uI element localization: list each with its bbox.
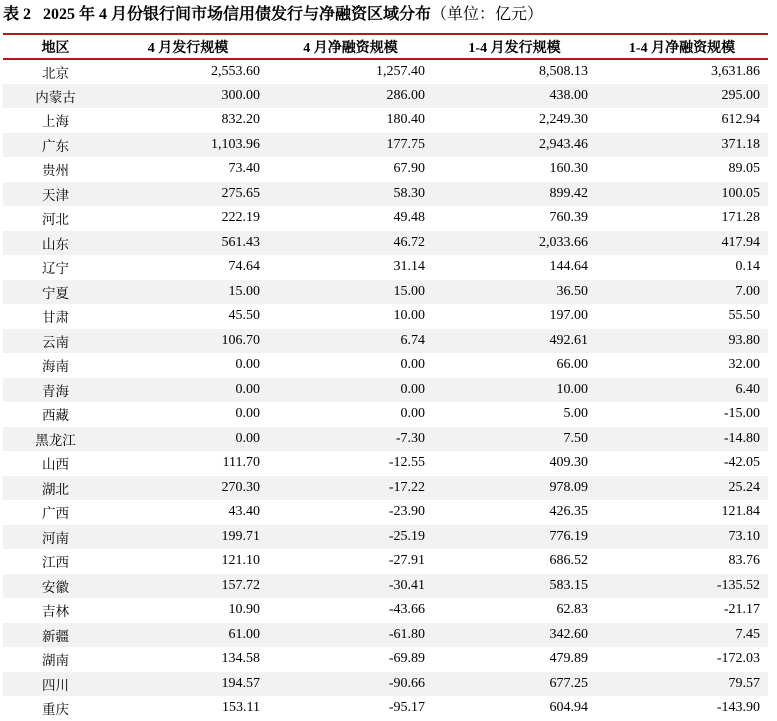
table-title (3, 4, 543, 26)
cell-april-net-financing: 15.00 (268, 280, 433, 305)
cell-ytd-issuance: 604.94 (549, 700, 588, 716)
cell-april-issuance: 134.58 (221, 651, 260, 667)
cell-ytd-net-financing: -15.00 (723, 406, 760, 422)
cell-ytd-issuance: 160.30 (549, 161, 588, 177)
cell-april-issuance: 199.71 (108, 525, 268, 550)
cell-region: 湖北 (3, 476, 108, 501)
cell-ytd-issuance: 492.61 (433, 329, 596, 354)
cell-ytd-issuance: 66.00 (556, 357, 588, 373)
cell-ytd-issuance: 760.39 (549, 210, 588, 226)
cell-ytd-net-financing: -42.05 (723, 455, 760, 471)
cell-region: 北京 (42, 65, 69, 82)
cell-april-net-financing: -12.55 (388, 455, 425, 471)
cell-april-issuance: 121.10 (221, 553, 260, 569)
cell-region: 广西 (42, 506, 69, 523)
table-row (3, 108, 768, 133)
cell-april-net-financing: 1,257.40 (376, 63, 425, 79)
cell-region: 黑龙江 (3, 427, 108, 452)
cell-ytd-net-financing: 0.14 (735, 259, 760, 275)
cell-april-net-financing: -61.80 (268, 623, 433, 648)
cell-ytd-net-financing: 100.05 (596, 182, 768, 207)
cell-ytd-issuance: 978.09 (433, 476, 596, 501)
cell-ytd-issuance: 5.00 (563, 406, 588, 422)
cell-april-net-financing: 0.00 (400, 406, 425, 422)
table-row (3, 304, 768, 329)
table-caption: 2025 年 4 月份银行间市场信用债发行与净融资区域分布 (43, 6, 432, 23)
table-row (3, 378, 768, 403)
table-row (3, 549, 768, 574)
cell-ytd-net-financing: 32.00 (728, 357, 760, 373)
cell-ytd-net-financing: 6.40 (596, 378, 768, 403)
cell-region: 甘肃 (42, 310, 69, 327)
cell-april-net-financing: -95.17 (388, 700, 425, 716)
cell-april-issuance: 1,103.96 (108, 133, 268, 158)
cell-region: 四川 (3, 672, 108, 697)
cell-april-net-financing: 180.40 (386, 112, 425, 128)
cell-ytd-issuance: 899.42 (433, 182, 596, 207)
cell-ytd-net-financing: 121.84 (721, 504, 760, 520)
table-row (3, 672, 768, 697)
cell-ytd-net-financing: 171.28 (721, 210, 760, 226)
cell-region: 宁夏 (3, 280, 108, 305)
cell-region: 青海 (3, 378, 108, 403)
header-april-net-financing: 4 月净融资规模 (303, 40, 398, 56)
cell-ytd-issuance: 7.50 (433, 427, 596, 452)
cell-ytd-net-financing: 417.94 (596, 231, 768, 256)
cell-april-net-financing: 31.14 (393, 259, 425, 275)
cell-april-issuance: 43.40 (228, 504, 260, 520)
cell-ytd-net-financing: 7.00 (596, 280, 768, 305)
table-row (3, 451, 768, 476)
cell-ytd-net-financing: 371.18 (596, 133, 768, 158)
cell-april-net-financing: 58.30 (268, 182, 433, 207)
cell-region: 海南 (42, 359, 69, 376)
table-row (3, 280, 768, 305)
cell-region: 湖南 (42, 653, 69, 670)
cell-april-net-financing: 0.00 (400, 357, 425, 373)
cell-april-issuance: 0.00 (108, 378, 268, 403)
table-row (3, 255, 768, 280)
header-region: 地区 (41, 40, 70, 56)
cell-ytd-issuance: 2,943.46 (433, 133, 596, 158)
cell-april-issuance: 153.11 (222, 700, 260, 716)
cell-april-net-financing: 67.90 (393, 161, 425, 177)
regional-issuance-table (3, 33, 768, 721)
cell-april-net-financing: -69.89 (388, 651, 425, 667)
table-row (3, 231, 768, 256)
table-row (3, 476, 768, 501)
cell-april-issuance: 45.50 (228, 308, 260, 324)
cell-ytd-issuance: 8,508.13 (539, 63, 588, 79)
cell-april-issuance: 106.70 (108, 329, 268, 354)
table-row (3, 353, 768, 378)
header-ytd-net-financing: 1-4 月净融资规模 (628, 40, 736, 56)
cell-ytd-issuance: 342.60 (433, 623, 596, 648)
cell-april-issuance: 0.00 (108, 427, 268, 452)
cell-april-issuance: 275.65 (108, 182, 268, 207)
cell-april-net-financing: 6.74 (268, 329, 433, 354)
cell-ytd-issuance: 144.64 (549, 259, 588, 275)
cell-april-issuance: 10.90 (228, 602, 260, 618)
header-ytd-issuance: 1-4 月发行规模 (468, 40, 561, 56)
cell-region: 山东 (3, 231, 108, 256)
table-row (3, 598, 768, 623)
cell-april-net-financing: 10.00 (393, 308, 425, 324)
cell-ytd-issuance: 677.25 (433, 672, 596, 697)
cell-ytd-net-financing: -21.17 (723, 602, 760, 618)
cell-ytd-issuance: 2,033.66 (433, 231, 596, 256)
cell-ytd-net-financing: -172.03 (716, 651, 760, 667)
cell-ytd-issuance: 479.89 (549, 651, 588, 667)
cell-april-issuance: 0.00 (235, 406, 260, 422)
cell-region: 吉林 (42, 604, 69, 621)
table-row (3, 500, 768, 525)
cell-ytd-net-financing: 295.00 (596, 84, 768, 109)
cell-ytd-issuance: 36.50 (433, 280, 596, 305)
table-row (3, 623, 768, 648)
cell-region: 上海 (42, 114, 69, 131)
cell-ytd-issuance: 10.00 (433, 378, 596, 403)
cell-ytd-issuance: 2,249.30 (539, 112, 588, 128)
cell-ytd-issuance: 197.00 (549, 308, 588, 324)
cell-ytd-issuance: 426.35 (549, 504, 588, 520)
cell-region: 西藏 (42, 408, 69, 425)
cell-april-net-financing: 286.00 (268, 84, 433, 109)
cell-april-issuance: 270.30 (108, 476, 268, 501)
table-row (3, 157, 768, 182)
cell-april-net-financing: 0.00 (268, 378, 433, 403)
cell-april-net-financing: -27.91 (388, 553, 425, 569)
cell-april-net-financing: -43.66 (388, 602, 425, 618)
cell-april-issuance: 157.72 (108, 574, 268, 599)
table-row (3, 59, 768, 84)
table-row (3, 647, 768, 672)
table-row (3, 182, 768, 207)
cell-april-issuance: 111.70 (222, 455, 260, 471)
cell-april-issuance: 0.00 (235, 357, 260, 373)
cell-ytd-issuance: 438.00 (433, 84, 596, 109)
cell-april-net-financing: -90.66 (268, 672, 433, 697)
cell-region: 贵州 (42, 163, 69, 180)
cell-april-net-financing: 49.48 (393, 210, 425, 226)
cell-region: 山西 (42, 457, 69, 474)
table-row (3, 696, 768, 721)
cell-region: 重庆 (42, 702, 69, 719)
cell-region: 新疆 (3, 623, 108, 648)
cell-april-issuance: 222.19 (221, 210, 260, 226)
cell-april-net-financing: -17.22 (268, 476, 433, 501)
table-row (3, 574, 768, 599)
cell-ytd-issuance: 776.19 (433, 525, 596, 550)
table-row (3, 206, 768, 231)
cell-april-issuance: 2,553.60 (211, 63, 260, 79)
cell-april-net-financing: -30.41 (268, 574, 433, 599)
cell-april-net-financing: -7.30 (268, 427, 433, 452)
cell-april-issuance: 300.00 (108, 84, 268, 109)
cell-region: 安徽 (3, 574, 108, 599)
cell-ytd-net-financing: 73.10 (596, 525, 768, 550)
cell-april-net-financing: 177.75 (268, 133, 433, 158)
table-row (3, 525, 768, 550)
cell-region: 云南 (3, 329, 108, 354)
cell-ytd-net-financing: 25.24 (596, 476, 768, 501)
cell-ytd-net-financing: 55.50 (728, 308, 760, 324)
cell-ytd-net-financing: -135.52 (596, 574, 768, 599)
cell-ytd-issuance: 409.30 (549, 455, 588, 471)
cell-april-issuance: 61.00 (108, 623, 268, 648)
header-april-issuance: 4 月发行规模 (147, 40, 229, 56)
cell-april-net-financing: -23.90 (388, 504, 425, 520)
table-row (3, 329, 768, 354)
cell-ytd-net-financing: -143.90 (716, 700, 760, 716)
table-row (3, 427, 768, 452)
cell-ytd-issuance: 686.52 (549, 553, 588, 569)
table-row (3, 402, 768, 427)
cell-region: 辽宁 (42, 261, 69, 278)
cell-ytd-net-financing: 612.94 (721, 112, 760, 128)
table-row (3, 133, 768, 158)
cell-ytd-net-financing: 7.45 (596, 623, 768, 648)
cell-april-net-financing: 46.72 (268, 231, 433, 256)
cell-april-net-financing: -25.19 (268, 525, 433, 550)
cell-region: 河南 (3, 525, 108, 550)
table-number: 表 2 (3, 6, 32, 23)
cell-region: 天津 (3, 182, 108, 207)
cell-ytd-net-financing: -14.80 (596, 427, 768, 452)
table-row (3, 84, 768, 109)
cell-april-issuance: 15.00 (108, 280, 268, 305)
unit-note: （单位：亿元） (431, 6, 544, 23)
cell-ytd-net-financing: 93.80 (596, 329, 768, 354)
cell-ytd-issuance: 62.83 (556, 602, 588, 618)
cell-ytd-issuance: 583.15 (433, 574, 596, 599)
cell-region: 广东 (3, 133, 108, 158)
cell-region: 河北 (42, 212, 69, 229)
cell-april-issuance: 561.43 (108, 231, 268, 256)
cell-ytd-net-financing: 79.57 (596, 672, 768, 697)
cell-april-issuance: 194.57 (108, 672, 268, 697)
cell-april-issuance: 74.64 (228, 259, 260, 275)
cell-region: 内蒙古 (3, 84, 108, 109)
header-row (3, 34, 768, 59)
cell-april-issuance: 832.20 (221, 112, 260, 128)
cell-ytd-net-financing: 3,631.86 (711, 63, 760, 79)
cell-april-issuance: 73.40 (228, 161, 260, 177)
cell-region: 江西 (42, 555, 69, 572)
cell-ytd-net-financing: 89.05 (728, 161, 760, 177)
cell-ytd-net-financing: 83.76 (728, 553, 760, 569)
